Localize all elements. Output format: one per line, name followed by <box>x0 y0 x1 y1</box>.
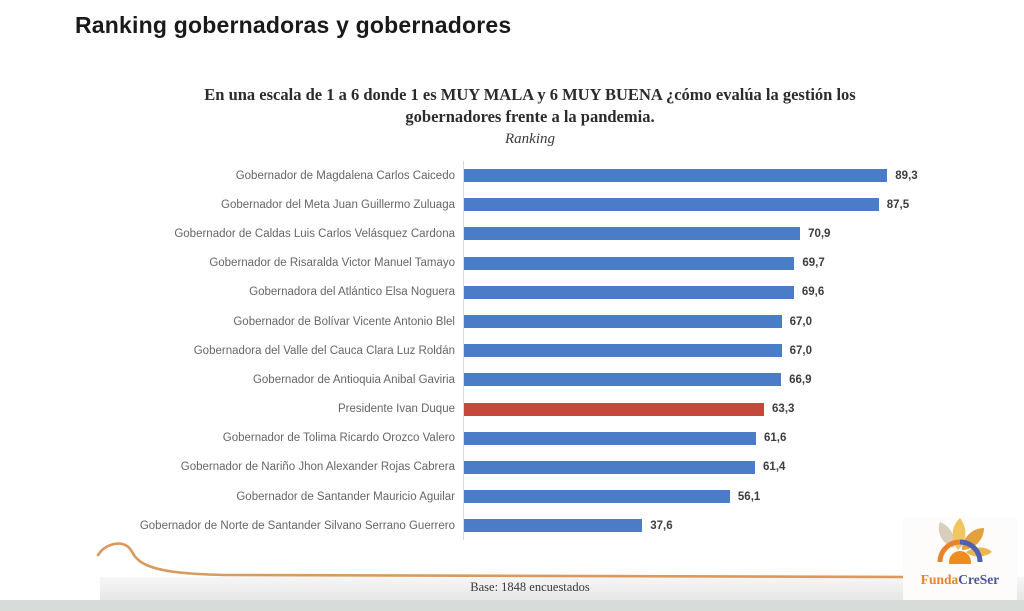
bar <box>464 198 879 211</box>
bar-category-label: Gobernador de Bolívar Vicente Antonio Blel <box>233 315 455 328</box>
bar <box>464 519 642 532</box>
bar-row <box>100 482 980 511</box>
bar-category-label: Gobernadora del Atlántico Elsa Noguera <box>249 286 455 299</box>
bar-category-label: Gobernador de Norte de Santander Silvano Serrano Guerrero <box>139 519 455 532</box>
bar-value-label: 69,6 <box>801 286 825 299</box>
bar-category-label: Gobernador de Risaralda Victor Manuel Tamayo <box>209 257 455 270</box>
bar-value-label: 61,6 <box>763 432 787 445</box>
bar-row <box>100 511 980 540</box>
bar-row <box>100 395 980 424</box>
bar-track <box>463 482 980 511</box>
fundacreser-logo-icon <box>924 518 996 576</box>
bar-category-label: Gobernadora del Valle del Cauca Clara Luz Roldán <box>193 344 455 357</box>
bar-category-label: Gobernador de Magdalena Carlos Caicedo <box>235 169 455 182</box>
page-title: Ranking gobernadoras y gobernadores <box>75 12 512 38</box>
bar <box>464 227 800 240</box>
bar-track <box>463 424 980 453</box>
bar <box>464 315 782 328</box>
bar-value-label: 63,3 <box>772 403 795 416</box>
bar-value-label: 37,6 <box>650 519 673 532</box>
bar-row <box>100 219 980 248</box>
bar-value-label: 89,3 <box>895 169 918 182</box>
bar-row <box>100 336 980 365</box>
bar-highlighted <box>464 403 764 416</box>
bar-track <box>463 278 980 307</box>
bar-value-label: 67,0 <box>789 344 812 357</box>
bar <box>464 461 755 474</box>
bar-category-label: Gobernador de Caldas Luis Carlos Velásquez Cardona <box>174 227 455 240</box>
fundacreser-logo <box>903 518 1017 602</box>
chart-title-text: En una escala de 1 a 6 donde 1 es MUY MALA y 6 MUY BUENA ¿cómo evalúa la gestión los gobernadores frente a la pandemia. <box>204 85 856 127</box>
bar <box>464 257 794 270</box>
chart-title <box>100 84 960 129</box>
bar-track <box>463 336 980 365</box>
logo-creser-text: CreSer <box>958 572 1000 587</box>
bar-row <box>100 190 980 219</box>
bar-value-label: 69,7 <box>802 257 825 270</box>
bar <box>464 373 781 386</box>
bar-value-label: 67,0 <box>789 315 812 328</box>
bar <box>464 169 887 182</box>
bar-track <box>463 219 980 248</box>
bar-row <box>100 249 980 278</box>
swoosh-curve-decoration <box>95 538 913 586</box>
bar-category-label: Gobernador del Meta Juan Guillermo Zuluaga <box>221 198 455 211</box>
bar-value-label: 87,5 <box>886 198 910 211</box>
bar-row <box>100 365 980 394</box>
bar-track <box>463 453 980 482</box>
bar-track <box>463 161 980 190</box>
bar-category-label: Gobernador de Antioquia Anibal Gaviria <box>252 373 455 386</box>
bar-track <box>463 249 980 278</box>
bottom-strip <box>0 600 1024 611</box>
bar-track <box>463 307 980 336</box>
bar-row <box>100 453 980 482</box>
bar-category-label: Presidente Ivan Duque <box>338 403 455 416</box>
bar-row <box>100 161 980 190</box>
base-note: Base: 1848 encuestados <box>470 580 590 594</box>
bar-category-label: Gobernador de Santander Mauricio Aguilar <box>236 490 455 503</box>
chart-subtitle: Ranking <box>505 131 555 147</box>
bar-row <box>100 424 980 453</box>
bar-chart <box>100 161 980 540</box>
bar-track <box>463 395 980 424</box>
bar-row <box>100 278 980 307</box>
bar-row <box>100 307 980 336</box>
bar <box>464 344 782 357</box>
bar <box>464 432 756 445</box>
bar-track <box>463 365 980 394</box>
bar-value-label: 61,4 <box>763 461 786 474</box>
logo-funda-text: Funda <box>920 572 959 587</box>
bar-track <box>463 190 980 219</box>
bar <box>464 490 730 503</box>
fundacreser-logo-text <box>903 572 1017 588</box>
bar-value-label: 56,1 <box>737 490 761 503</box>
bar-category-label: Gobernador de Tolima Ricardo Orozco Valero <box>222 432 455 445</box>
bar-value-label: 66,9 <box>789 373 812 386</box>
bar-category-label: Gobernador de Nariño Jhon Alexander Rojas Cabrera <box>180 461 455 474</box>
bar-value-label: 70,9 <box>808 227 831 240</box>
bar <box>464 286 794 299</box>
